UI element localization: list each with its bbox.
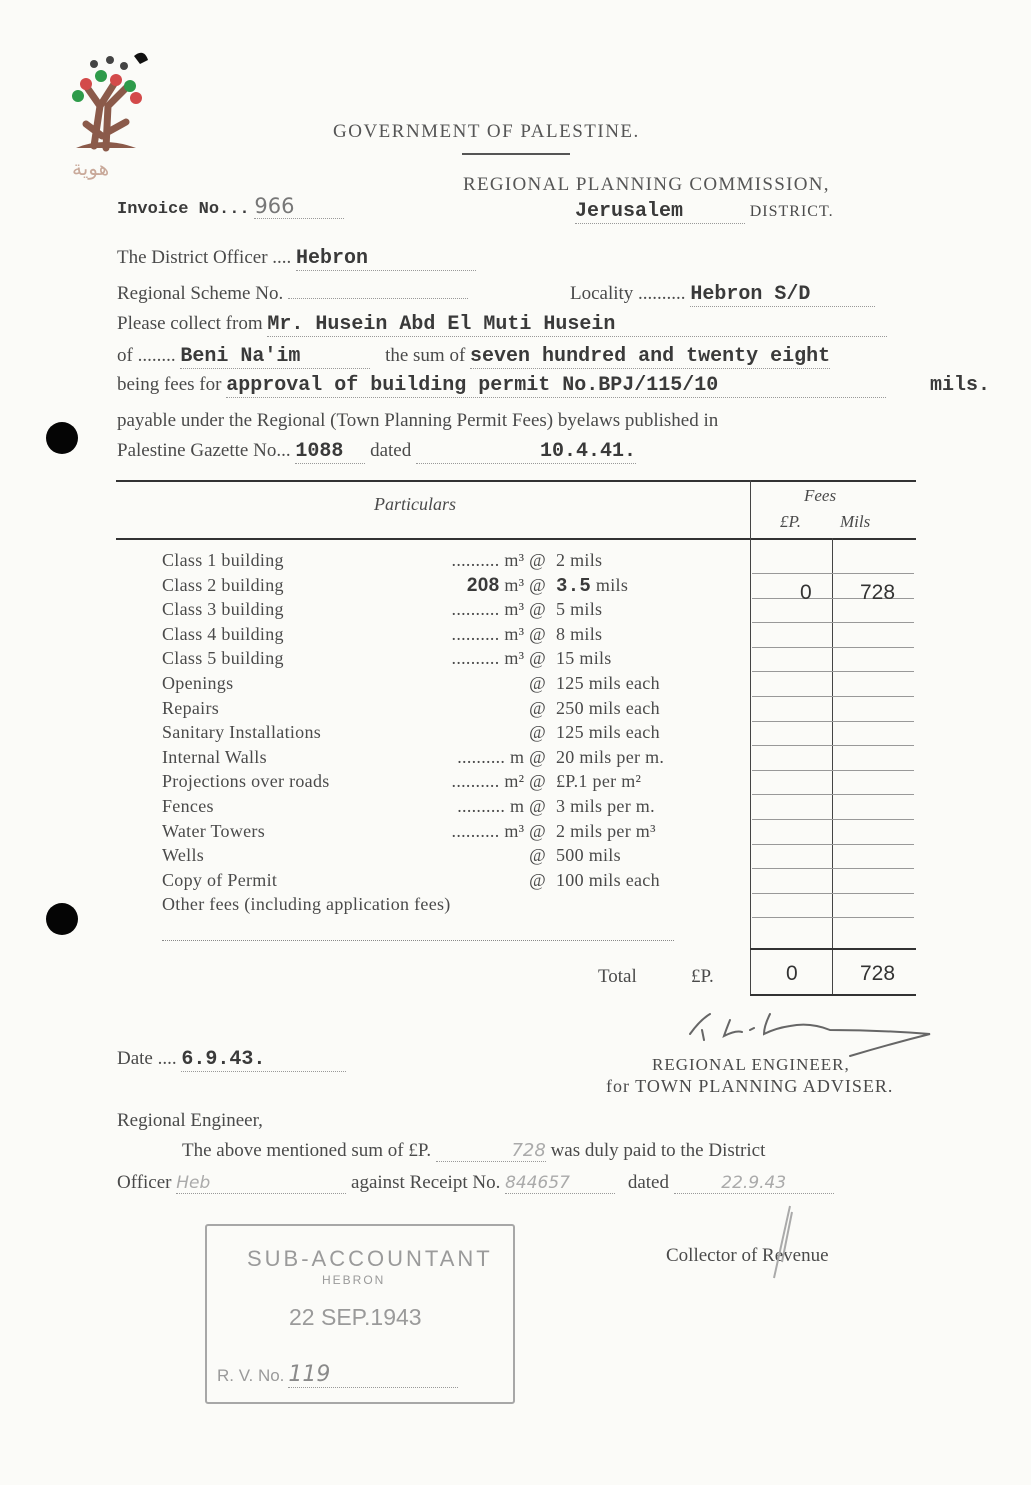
fee-row-unit-text: .......... m³ @ bbox=[451, 599, 546, 620]
fee-row-rate bbox=[556, 599, 602, 620]
fee-row-label: Internal Walls bbox=[162, 746, 267, 767]
fee-cell-rule bbox=[752, 622, 914, 623]
town-planning-adviser: for TOWN PLANNING ADVISER. bbox=[606, 1076, 894, 1096]
fees-for-value: approval of building permit No.BPJ/115/10 bbox=[226, 374, 886, 398]
fee-cell-rule bbox=[752, 893, 914, 894]
receipt-label: against Receipt No. bbox=[351, 1172, 501, 1193]
fee-row-rate bbox=[556, 796, 655, 817]
paid-text-1: The above mentioned sum of £P. bbox=[182, 1140, 432, 1161]
fee-cell-rule bbox=[752, 770, 914, 771]
fee-row-unit bbox=[386, 771, 546, 792]
date-row bbox=[117, 1048, 346, 1072]
officer-value: Heb bbox=[176, 1173, 346, 1194]
fee-row-rate-text: 125 mils each bbox=[556, 722, 660, 743]
fee-row-rate-text: 100 mils each bbox=[556, 869, 660, 890]
fee-cell-rule bbox=[752, 819, 914, 820]
fee-row-rate bbox=[556, 821, 656, 842]
stamp-rv-row bbox=[217, 1362, 458, 1388]
fee-row-rate-text: 2 mils bbox=[556, 550, 603, 570]
fee-row-label: Sanitary Installations bbox=[162, 722, 322, 743]
gazette-number: 1088 bbox=[295, 440, 365, 464]
engineer-title: REGIONAL ENGINEER, bbox=[652, 1055, 850, 1074]
gazette-dated-label: dated bbox=[370, 440, 412, 461]
date-value: 6.9.43. bbox=[181, 1048, 346, 1072]
table-top-rule bbox=[116, 480, 916, 482]
stamp-title: SUB-ACCOUNTANT bbox=[247, 1246, 493, 1271]
collect-row bbox=[117, 313, 887, 337]
district-row bbox=[575, 200, 834, 224]
fee-row-unit-text: m³ @ bbox=[504, 574, 546, 595]
total-pounds: 0 bbox=[786, 962, 798, 985]
gazette-row bbox=[117, 440, 636, 464]
fee-cell-rule bbox=[752, 745, 914, 746]
signature-icon bbox=[680, 1000, 940, 1060]
fee-row-label: Class 2 building bbox=[162, 574, 284, 595]
invoice-number: 966 bbox=[254, 194, 344, 219]
fee-row-label: Other fees (including application fees) bbox=[162, 894, 451, 915]
receipt-dated-label: dated bbox=[627, 1172, 669, 1193]
district-officer-label: The District Officer .... bbox=[117, 247, 292, 268]
commission-title: REGIONAL PLANNING COMMISSION, bbox=[463, 174, 830, 195]
fee-row-rate-text: 500 mils bbox=[556, 845, 621, 866]
fee-row-unit-text: .......... m @ bbox=[457, 796, 546, 816]
receipt-number: 844657 bbox=[505, 1173, 615, 1194]
district-officer-value: Hebron bbox=[296, 247, 476, 271]
fee-row-unit bbox=[386, 796, 546, 817]
fee-row-rate bbox=[556, 698, 660, 719]
fee-row-rate-text: 8 mils bbox=[556, 623, 603, 644]
sub-accountant-stamp bbox=[205, 1224, 515, 1404]
collect-label: Please collect from bbox=[117, 313, 263, 334]
logo-arabic-text: هوية bbox=[72, 156, 110, 180]
fee-cell-rule bbox=[752, 647, 914, 648]
fee-row-label: Projections over roads bbox=[162, 771, 330, 792]
paid-amount: 728 bbox=[436, 1140, 546, 1162]
pounds-mils-divider bbox=[832, 538, 833, 995]
fees-table bbox=[116, 480, 916, 1000]
fee-row-label: Class 3 building bbox=[162, 599, 284, 620]
stamp-rv-value: 119 bbox=[288, 1362, 458, 1388]
of-label: of ........ bbox=[117, 345, 176, 366]
particulars-header: Particulars bbox=[374, 494, 457, 514]
locality-label: Locality .......... bbox=[570, 283, 686, 304]
fee-row-unit bbox=[386, 722, 546, 743]
fee-row-rate-text: 3 mils per m. bbox=[556, 796, 655, 816]
fee-row-rate bbox=[556, 624, 602, 645]
header-bottom-rule bbox=[116, 538, 916, 540]
fee-row-unit bbox=[386, 550, 546, 571]
paid-text-2: was duly paid to the District bbox=[550, 1140, 766, 1161]
fee-row-unit bbox=[386, 673, 546, 694]
addressee: Regional Engineer, bbox=[117, 1110, 263, 1131]
total-bottom-rule bbox=[750, 994, 916, 996]
payable-row: payable under the Regional (Town Planning Permit Fees) byelaws published in bbox=[117, 410, 719, 431]
class2-mils: 728 bbox=[860, 581, 896, 604]
fee-row-rate-text: 2 mils per m³ bbox=[556, 820, 656, 841]
total-label: Total bbox=[598, 966, 637, 987]
fee-row-label: Water Towers bbox=[162, 820, 266, 841]
fee-cell-rule bbox=[752, 917, 914, 918]
fee-row-filled-rate: 3.5 bbox=[556, 574, 592, 597]
fee-cell-rule bbox=[752, 696, 914, 697]
locality-row bbox=[570, 283, 875, 307]
fee-row-label: Repairs bbox=[162, 697, 220, 718]
fee-row-unit-text: .......... m³ @ bbox=[451, 820, 546, 841]
fee-row-unit bbox=[386, 599, 546, 620]
fee-row-rate bbox=[556, 648, 612, 669]
fee-cell-rule bbox=[752, 794, 914, 795]
fee-row-rate bbox=[556, 747, 664, 768]
receipt-date: 22.9.43 bbox=[674, 1173, 834, 1194]
fee-row-rate bbox=[556, 771, 641, 792]
gazette-label: Palestine Gazette No... bbox=[117, 440, 291, 461]
scheme-row bbox=[117, 283, 468, 305]
fee-row-unit-text: @ bbox=[529, 722, 546, 743]
fee-row-unit-text: @ bbox=[529, 869, 546, 890]
fee-row-unit-text: .......... m³ @ bbox=[451, 550, 546, 570]
fee-row-label: Openings bbox=[162, 673, 234, 693]
fee-row-rate bbox=[556, 575, 628, 597]
mils-header: Mils bbox=[840, 512, 871, 531]
fee-row-rate-text: £P.1 per m² bbox=[556, 771, 642, 792]
fee-row-label: Class 1 building bbox=[162, 550, 284, 570]
collector-initial-icon bbox=[762, 1202, 802, 1282]
fee-row-unit bbox=[386, 821, 546, 842]
fee-cell-rule bbox=[752, 868, 914, 869]
sum-label: the sum of bbox=[385, 345, 466, 366]
other-fees-dotted-line bbox=[162, 940, 674, 941]
fee-row-unit-text: @ bbox=[529, 845, 546, 866]
fee-row-rate bbox=[556, 550, 602, 571]
stamp-place: HEBRON bbox=[322, 1273, 386, 1287]
gazette-date: 10.4.41. bbox=[416, 440, 636, 464]
fee-row-label: Class 4 building bbox=[162, 623, 284, 644]
fee-row-unit bbox=[386, 698, 546, 719]
officer-label: Officer bbox=[117, 1172, 172, 1193]
fee-row-unit bbox=[386, 648, 546, 669]
fee-row-quantity: 208 bbox=[466, 574, 500, 596]
invoice-number-row bbox=[117, 194, 344, 219]
date-label: Date .... bbox=[117, 1048, 177, 1069]
locality-value: Hebron S/D bbox=[690, 283, 875, 307]
fee-row-label: Wells bbox=[162, 845, 205, 866]
fee-row-unit-text: .......... m³ @ bbox=[451, 648, 546, 669]
punch-hole-bottom bbox=[46, 903, 78, 935]
fee-row-unit-text: @ bbox=[529, 697, 546, 718]
stamp-rv-label: R. V. No. bbox=[217, 1366, 285, 1385]
fee-row-unit-text: .......... m³ @ bbox=[451, 623, 546, 644]
fee-cell-rule bbox=[752, 573, 914, 574]
district-officer-row bbox=[117, 247, 476, 271]
fees-label: being fees for bbox=[117, 374, 222, 395]
fee-row-unit bbox=[386, 747, 546, 768]
mils-word: mils. bbox=[930, 374, 991, 397]
of-value: Beni Na'im bbox=[180, 345, 370, 369]
fee-row-unit bbox=[386, 870, 546, 891]
fee-row-unit-text: @ bbox=[529, 673, 546, 693]
collector-of-revenue: Collector of Revenue bbox=[666, 1245, 829, 1266]
fee-row-rate bbox=[556, 845, 621, 866]
scheme-label: Regional Scheme No. bbox=[117, 283, 284, 304]
officer-row bbox=[117, 1172, 834, 1194]
archive-logo bbox=[56, 36, 156, 211]
collect-from-value: Mr. Husein Abd El Muti Husein bbox=[267, 313, 887, 337]
punch-hole-top bbox=[46, 422, 78, 454]
district-value: Jerusalem bbox=[575, 200, 745, 224]
fee-cell-rule bbox=[752, 844, 914, 845]
fee-row-label: Class 5 building bbox=[162, 648, 284, 669]
fee-row-rate bbox=[556, 870, 660, 891]
invoice-label: Invoice No... bbox=[117, 200, 250, 219]
fee-row-rate bbox=[556, 722, 660, 743]
stamp-date: 22 SEP.1943 bbox=[289, 1304, 422, 1330]
particulars-fees-divider bbox=[750, 480, 751, 995]
fee-row-rate-text: 125 mils each bbox=[556, 673, 660, 693]
fee-row-unit-text: .......... m² @ bbox=[451, 771, 546, 792]
fees-header: Fees bbox=[804, 486, 837, 505]
fee-row-unit-text: .......... m @ bbox=[457, 746, 546, 767]
fee-cell-rule bbox=[752, 671, 914, 672]
total-rule bbox=[750, 948, 916, 950]
government-title: GOVERNMENT OF PALESTINE. bbox=[333, 121, 640, 142]
fee-row-unit bbox=[386, 624, 546, 645]
class2-pounds: 0 bbox=[800, 581, 812, 604]
fees-for-row bbox=[117, 374, 886, 398]
fee-row-label: Fences bbox=[162, 796, 214, 816]
fee-row-rate-text: mils bbox=[595, 574, 629, 595]
total-mils: 728 bbox=[860, 962, 896, 985]
sum-value: seven hundred and twenty eight bbox=[470, 345, 831, 368]
fee-row-unit bbox=[386, 575, 546, 597]
fee-row-rate-text: 15 mils bbox=[556, 648, 612, 669]
fee-row-rate bbox=[556, 673, 660, 694]
district-label: DISTRICT. bbox=[749, 203, 834, 220]
pounds-header: £P. bbox=[780, 512, 801, 531]
fee-row-rate-text: 20 mils per m. bbox=[556, 746, 665, 767]
fee-row-label: Copy of Permit bbox=[162, 869, 278, 890]
paid-row bbox=[182, 1140, 765, 1162]
fee-row-rate-text: 5 mils bbox=[556, 599, 603, 620]
header-rule bbox=[462, 153, 570, 155]
fee-cell-rule bbox=[752, 721, 914, 722]
of-sum-row bbox=[117, 345, 830, 369]
total-currency: £P. bbox=[691, 966, 714, 987]
fee-row-unit bbox=[386, 845, 546, 866]
fee-row-rate-text: 250 mils each bbox=[556, 697, 660, 718]
